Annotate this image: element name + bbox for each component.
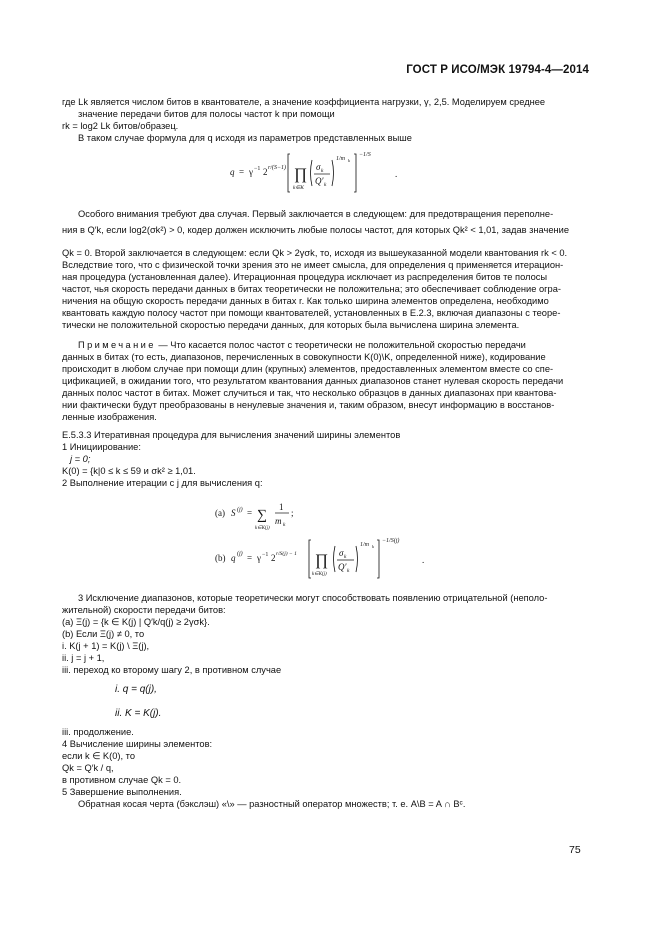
svg-text:;: ; [291,508,294,518]
svg-text:−1: −1 [262,552,269,558]
step-3-b-iii: iii. переход ко второму шагу 2, в противном случае [62,665,282,675]
svg-text:∑: ∑ [257,508,267,523]
svg-text:S: S [231,508,236,518]
svg-text:.: . [395,169,398,179]
svg-text:−1/S: −1/S [359,152,371,158]
para1-line-1: Особого внимания требуют два случая. Первый заключается в следующем: для предотвращения переполне- [78,209,554,219]
svg-text:=: = [247,508,253,518]
svg-text:−1: −1 [254,166,261,172]
step-3-b-ii: ii. j = j + 1, [62,653,105,663]
svg-text:=: = [247,553,253,563]
intro-line-2: значение передачи битов для полосы частот k при помощи [78,109,335,119]
svg-text:(b): (b) [215,553,226,563]
note-line-3: происходит в любом случае при помощи длин (крупных) элементов, предоставленных элементом вместе со спе- [62,364,554,374]
svg-text:r/(S−1): r/(S−1) [268,165,287,171]
svg-text:k: k [324,182,327,188]
svg-text:k∈K(j): k∈K(j) [255,526,270,531]
step-3-line-2: жительной) скорости передачи битов: [62,605,226,615]
svg-text:k: k [348,158,350,163]
step-1: 1 Инициирование: [62,442,141,452]
svg-text:γ: γ [249,167,253,177]
step-3-a: (а) Ξ(j) = {k ∈ K(j) | Q′k/q(j) ≥ 2γσk}. [62,617,210,627]
step-1-j0: j = 0; [70,454,91,464]
svg-text:k: k [321,168,324,174]
svg-text:σ: σ [316,162,321,172]
note-line-1 [78,339,526,351]
final-note: Обратная косая черта (бэкслэш) «\» — разностный оператор множеств; т. е. A\B = A ∩ Bᶜ. [78,799,466,809]
note-line-2: данных в битах (то есть, диапазонов, перечисленных в совокупности K(0)\K, определенной ниже), кодирование [62,352,546,362]
svg-text:∏: ∏ [315,552,329,569]
step-4: 4 Вычисление ширины элементов: [62,739,213,749]
svg-text:(j): (j) [237,551,243,557]
else-ii: ii. K = K(j). [115,708,162,719]
step-1-k0: K(0) = {k|0 ≤ k ≤ 59 и σk² ≥ 1,01. [62,466,196,476]
page-number: 75 [569,844,581,856]
note-line-6: нии фактически будут преобразованы в ненулевые значения и, таким образом, внесут информацию в восстанов- [62,400,555,410]
standard-header: ГОСТ Р ИСО/МЭК 19794-4—2014 [406,64,589,76]
svg-text:k: k [283,522,286,528]
svg-text:γ: γ [257,553,261,563]
svg-text:σ: σ [339,548,344,558]
step-4-qk: Qk = Q′k / q, [62,763,114,773]
para1-line-6: частот, чья скорость передачи данных в битах теоретически не положительна; это обеспечивает соблюдение огра- [62,284,561,294]
svg-text:2: 2 [271,553,276,563]
step-3-b-i: i. K(j + 1) = K(j) \ Ξ(j), [62,641,150,651]
svg-text:r/S(j) − 1: r/S(j) − 1 [276,551,297,557]
step-5: 5 Завершение выполнения. [62,787,182,797]
formula-a-text: (a) S(j) = Σ k∈K(j) 1/mk; [62,873,127,879]
para1-line-4: Вследствие того, что с физической точки зрения это не имеет смысла, для определения q применяется итерацион- [62,260,564,270]
step-4-else: в противном случае Qk = 0. [62,775,182,785]
formula-b [215,534,455,587]
svg-text:q: q [231,553,236,563]
svg-text:=: = [239,167,245,177]
svg-text:.: . [422,555,425,565]
svg-text:Q′: Q′ [315,176,324,186]
note-label: Примечание [78,340,156,350]
svg-text:q: q [230,167,235,177]
step-3-line-1: 3 Исключение диапазонов, которые теоретически могут способствовать появлению отрицательной (неполо- [78,593,548,603]
svg-text:(a): (a) [215,508,225,518]
note-line-7: ленные изображения. [62,412,157,422]
step-4-if: если k ∈ K(0), то [62,751,135,761]
note-text-1: — Что касается полос частот с теоретически не положительной скоростью передачи [158,340,526,350]
note-line-5: данных полос частот в битах. Может случиться и так, что несколько образцов в данных диапазонах при квантова- [62,388,557,398]
para1-line-2: ния в Q′k, если log2(σk²) > 0, кодер должен исключить любые полосы частот, для которых Qk² < 1,01, задав значение [62,225,570,235]
svg-text:k: k [372,544,374,549]
svg-text:2: 2 [263,167,268,177]
para1-line-5: ная процедура (установленная далее). Итерационная процедура исключает из распределения битов те полосы [62,272,548,282]
svg-text:−1/S(j): −1/S(j) [382,538,400,544]
step-3-b: (b) Если Ξ(j) ≠ 0, то [62,629,145,639]
formula-a [215,494,325,539]
para1-line-9: тически не положительной скоростью передачи данных, для которых была вычислена ширина элемента. [62,320,520,330]
svg-text:1/m: 1/m [360,542,369,548]
intro-line-4: В таком случае формула для q исходя из параметров представленных выше [78,133,412,143]
para1-line-3: Qk = 0. Второй заключается в следующем: если Qk > 2γσk, то, исходя из вышеуказанной модели квантования rk < 0. [62,248,568,258]
para1-line-8: квантовать каждую полосу частот при помощи квантователей, установленных в Е.2.3, включая диапазоны с теоре- [62,308,561,318]
formula-q-text: q = γ⁻¹ 2^(r/(S−1)) [ ∏ k∈K (σk / Q′k)^(1/mk) ]^(−1/S) [62,865,204,871]
step-2: 2 Выполнение итерации с j для вычисления q: [62,478,263,488]
svg-text:1/m: 1/m [336,156,345,162]
svg-text:k: k [344,554,347,560]
svg-text:m: m [275,516,282,526]
svg-text:k: k [347,568,350,574]
para1-line-7: ничения на общую скорость передачи данных в битах r. Как только ширина элементов определена, необходимо [62,296,549,306]
svg-text:k∈K(j): k∈K(j) [312,572,327,577]
else-i: i. q = q(j), [115,684,157,695]
svg-text:k∈K: k∈K [293,185,304,191]
note-line-4: цификацией, в ожидании того, что результатом квантования данных диапазонов станет нулевая скорость передачи [62,376,564,386]
svg-text:∏: ∏ [294,166,308,183]
formula-q [230,148,430,201]
svg-text:Q′: Q′ [338,562,347,572]
svg-text:1: 1 [279,502,284,512]
intro-line-1: где Lk является числом битов в квантователе, а значение коэффициента нагрузки, γ, 2,5. Моделируем среднее [62,97,546,107]
step-3-continue: iii. продолжение. [62,727,134,737]
svg-text:(j): (j) [237,507,243,513]
formula-b-text: (b) q(j) = γ⁻¹ 2^(r/(S(j)−1)) [ ∏ k∈K(j) (σk / Q′k)^(1/mk) ]^(−1/S(j)) [62,881,234,887]
intro-line-3: rk = log2 Lk битов/образец. [62,121,179,131]
section-heading: Е.5.3.3 Итеративная процедура для вычисления значений ширины элементов [62,430,401,440]
